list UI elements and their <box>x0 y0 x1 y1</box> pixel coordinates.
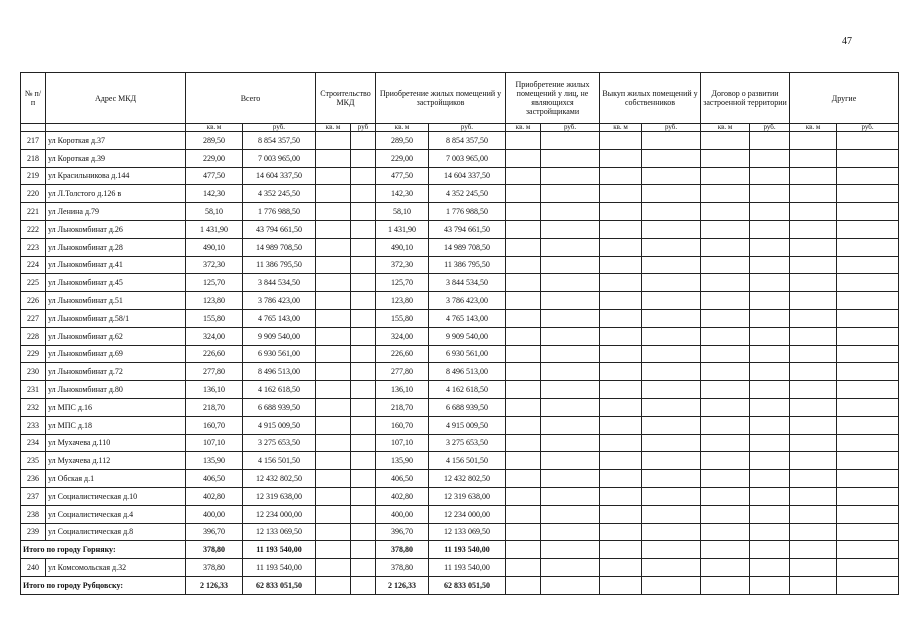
row-number: 218 <box>21 149 46 167</box>
row-sum: 12 319 638,00 <box>243 487 316 505</box>
row-area: 378,80 <box>186 559 243 577</box>
row-address: ул Мухачева д.112 <box>46 452 186 470</box>
row-area: 135,90 <box>186 452 243 470</box>
row-address: ул Короткая д.37 <box>46 132 186 150</box>
total-row-gornyak <box>21 541 899 559</box>
row-address: ул Социалистическая д.4 <box>46 505 186 523</box>
table-row <box>21 416 899 434</box>
row-number: 234 <box>21 434 46 452</box>
table-row <box>21 292 899 310</box>
col-purchase-dev-header: Приобретение жилых помещений у застройщиков <box>376 73 506 124</box>
row-number: 227 <box>21 309 46 327</box>
unit-rub: руб. <box>429 124 506 132</box>
col-total-header: Всего <box>186 73 316 124</box>
row-sum: 4 765 143,00 <box>243 309 316 327</box>
row-number: 222 <box>21 220 46 238</box>
row-number: 238 <box>21 505 46 523</box>
row-purchase-sum: 3 786 423,00 <box>429 292 506 310</box>
table-row <box>21 523 899 541</box>
row-number: 225 <box>21 274 46 292</box>
table-row <box>21 167 899 185</box>
row-area: 218,70 <box>186 398 243 416</box>
table-row <box>21 132 899 150</box>
row-purchase-area: 372,30 <box>376 256 429 274</box>
row-number: 217 <box>21 132 46 150</box>
row-purchase-sum: 8 854 357,50 <box>429 132 506 150</box>
row-purchase-sum: 4 352 245,50 <box>429 185 506 203</box>
row-purchase-area: 226,60 <box>376 345 429 363</box>
row-area: 136,10 <box>186 381 243 399</box>
total-sum: 62 833 051,50 <box>243 576 316 594</box>
row-purchase-area: 125,70 <box>376 274 429 292</box>
table-row <box>21 309 899 327</box>
table-row <box>21 149 899 167</box>
row-area: 400,00 <box>186 505 243 523</box>
row-address: ул Льнокомбинат д.72 <box>46 363 186 381</box>
row-sum: 1 776 988,50 <box>243 203 316 221</box>
row-address: ул Социалистическая д.10 <box>46 487 186 505</box>
row-purchase-area: 477,50 <box>376 167 429 185</box>
row-area: 289,50 <box>186 132 243 150</box>
total-purchase-area: 378,80 <box>376 541 429 559</box>
table-row <box>21 238 899 256</box>
row-number: 239 <box>21 523 46 541</box>
row-address: ул Льнокомбинат д.69 <box>46 345 186 363</box>
row-purchase-sum: 43 794 661,50 <box>429 220 506 238</box>
table-row <box>21 203 899 221</box>
table-row <box>21 487 899 505</box>
row-address: ул Комсомольская д.32 <box>46 559 186 577</box>
row-purchase-area: 324,00 <box>376 327 429 345</box>
row-number: 232 <box>21 398 46 416</box>
row-purchase-area: 229,00 <box>376 149 429 167</box>
row-area: 155,80 <box>186 309 243 327</box>
row-area: 1 431,90 <box>186 220 243 238</box>
row-area: 125,70 <box>186 274 243 292</box>
row-sum: 3 844 534,50 <box>243 274 316 292</box>
table-row <box>21 505 899 523</box>
row-purchase-area: 155,80 <box>376 309 429 327</box>
row-purchase-area: 1 431,90 <box>376 220 429 238</box>
table-row <box>21 398 899 416</box>
col-construction-header: Строительство МКД <box>316 73 376 124</box>
total-row-rubtsovsk <box>21 576 899 594</box>
table-row <box>21 559 899 577</box>
row-address: ул Льнокомбинат д.45 <box>46 274 186 292</box>
row-number: 240 <box>21 559 46 577</box>
row-purchase-sum: 11 386 795,50 <box>429 256 506 274</box>
row-sum: 11 386 795,50 <box>243 256 316 274</box>
row-purchase-area: 142,30 <box>376 185 429 203</box>
row-area: 324,00 <box>186 327 243 345</box>
row-purchase-area: 289,50 <box>376 132 429 150</box>
header-row <box>21 73 899 124</box>
row-purchase-area: 123,80 <box>376 292 429 310</box>
row-purchase-area: 136,10 <box>376 381 429 399</box>
row-address: ул Льнокомбинат д.62 <box>46 327 186 345</box>
total-purchase-area: 2 126,33 <box>376 576 429 594</box>
row-purchase-area: 160,70 <box>376 416 429 434</box>
row-purchase-sum: 12 133 069,50 <box>429 523 506 541</box>
total-sum: 11 193 540,00 <box>243 541 316 559</box>
row-purchase-area: 402,80 <box>376 487 429 505</box>
unit-rub: руб. <box>750 124 790 132</box>
row-number: 221 <box>21 203 46 221</box>
row-sum: 7 003 965,00 <box>243 149 316 167</box>
row-address: ул Обская д.1 <box>46 470 186 488</box>
row-number: 229 <box>21 345 46 363</box>
row-purchase-sum: 12 432 802,50 <box>429 470 506 488</box>
table-row <box>21 345 899 363</box>
row-area: 406,50 <box>186 470 243 488</box>
row-sum: 9 909 540,00 <box>243 327 316 345</box>
row-number: 230 <box>21 363 46 381</box>
row-sum: 12 234 000,00 <box>243 505 316 523</box>
page-number: 47 <box>842 36 852 47</box>
row-address: ул Мухачева д.110 <box>46 434 186 452</box>
table-row <box>21 274 899 292</box>
row-address: ул Льнокомбинат д.41 <box>46 256 186 274</box>
row-sum: 8 854 357,50 <box>243 132 316 150</box>
row-area: 402,80 <box>186 487 243 505</box>
unit-m2: кв. м <box>186 124 243 132</box>
table-row <box>21 185 899 203</box>
row-area: 58,10 <box>186 203 243 221</box>
row-number: 220 <box>21 185 46 203</box>
row-sum: 8 496 513,00 <box>243 363 316 381</box>
row-sum: 4 156 501,50 <box>243 452 316 470</box>
unit-rub: руб. <box>541 124 600 132</box>
row-address: ул Короткая д.39 <box>46 149 186 167</box>
row-number: 219 <box>21 167 46 185</box>
unit-rub: руб <box>351 124 376 132</box>
table-row <box>21 381 899 399</box>
row-number: 231 <box>21 381 46 399</box>
row-purchase-sum: 14 604 337,50 <box>429 167 506 185</box>
row-purchase-sum: 4 156 501,50 <box>429 452 506 470</box>
row-number: 224 <box>21 256 46 274</box>
unit-m2: кв. м <box>790 124 837 132</box>
table-row <box>21 256 899 274</box>
row-purchase-sum: 6 930 561,00 <box>429 345 506 363</box>
total-purchase-sum: 11 193 540,00 <box>429 541 506 559</box>
row-address: ул Л.Толстого д.126 в <box>46 185 186 203</box>
row-area: 277,80 <box>186 363 243 381</box>
row-purchase-area: 378,80 <box>376 559 429 577</box>
row-area: 160,70 <box>186 416 243 434</box>
row-address: ул Льнокомбинат д.58/1 <box>46 309 186 327</box>
row-sum: 14 604 337,50 <box>243 167 316 185</box>
unit-m2: кв. м <box>701 124 750 132</box>
row-sum: 3 275 653,50 <box>243 434 316 452</box>
unit-m2: кв. м <box>506 124 541 132</box>
row-address: ул МПС д.18 <box>46 416 186 434</box>
row-address: ул Социалистическая д.8 <box>46 523 186 541</box>
row-address: ул Льнокомбинат д.28 <box>46 238 186 256</box>
row-number: 228 <box>21 327 46 345</box>
row-sum: 14 989 708,50 <box>243 238 316 256</box>
row-address: ул Красильникова д.144 <box>46 167 186 185</box>
row-sum: 4 915 009,50 <box>243 416 316 434</box>
row-purchase-area: 135,90 <box>376 452 429 470</box>
col-other-header: Другие <box>790 73 899 124</box>
unit-rub: руб. <box>642 124 701 132</box>
row-purchase-area: 396,70 <box>376 523 429 541</box>
row-area: 226,60 <box>186 345 243 363</box>
row-sum: 4 352 245,50 <box>243 185 316 203</box>
col-agreement-header: Договор о развитии застроенной территории <box>701 73 790 124</box>
row-purchase-area: 406,50 <box>376 470 429 488</box>
row-purchase-area: 58,10 <box>376 203 429 221</box>
row-sum: 12 133 069,50 <box>243 523 316 541</box>
row-purchase-sum: 12 234 000,00 <box>429 505 506 523</box>
row-area: 396,70 <box>186 523 243 541</box>
row-sum: 12 432 802,50 <box>243 470 316 488</box>
row-area: 142,30 <box>186 185 243 203</box>
table-row <box>21 327 899 345</box>
row-address: ул Льнокомбинат д.51 <box>46 292 186 310</box>
col-address-header: Адрес МКД <box>46 73 186 124</box>
row-sum: 43 794 661,50 <box>243 220 316 238</box>
row-purchase-sum: 7 003 965,00 <box>429 149 506 167</box>
total-label: Итого по городу Рубцовску: <box>21 576 186 594</box>
row-purchase-sum: 4 162 618,50 <box>429 381 506 399</box>
row-address: ул Льнокомбинат д.80 <box>46 381 186 399</box>
row-area: 490,10 <box>186 238 243 256</box>
row-purchase-area: 400,00 <box>376 505 429 523</box>
table-row <box>21 452 899 470</box>
total-purchase-sum: 62 833 051,50 <box>429 576 506 594</box>
row-purchase-sum: 1 776 988,50 <box>429 203 506 221</box>
row-purchase-sum: 12 319 638,00 <box>429 487 506 505</box>
row-number: 223 <box>21 238 46 256</box>
row-number: 226 <box>21 292 46 310</box>
row-area: 372,30 <box>186 256 243 274</box>
table-row <box>21 434 899 452</box>
row-purchase-sum: 14 989 708,50 <box>429 238 506 256</box>
row-area: 477,50 <box>186 167 243 185</box>
table-row <box>21 363 899 381</box>
row-purchase-area: 490,10 <box>376 238 429 256</box>
row-purchase-area: 107,10 <box>376 434 429 452</box>
row-address: ул Ленина д.79 <box>46 203 186 221</box>
row-purchase-sum: 6 688 939,50 <box>429 398 506 416</box>
unit-m2: кв. м <box>316 124 351 132</box>
row-sum: 6 930 561,00 <box>243 345 316 363</box>
row-sum: 3 786 423,00 <box>243 292 316 310</box>
row-purchase-sum: 11 193 540,00 <box>429 559 506 577</box>
row-purchase-sum: 4 915 009,50 <box>429 416 506 434</box>
row-area: 123,80 <box>186 292 243 310</box>
total-area: 378,80 <box>186 541 243 559</box>
row-number: 233 <box>21 416 46 434</box>
row-purchase-sum: 9 909 540,00 <box>429 327 506 345</box>
table-row <box>21 220 899 238</box>
resettlement-table <box>20 72 899 595</box>
unit-rub: руб. <box>837 124 899 132</box>
row-purchase-sum: 8 496 513,00 <box>429 363 506 381</box>
total-label: Итого по городу Горняку: <box>21 541 186 559</box>
col-purchase-nondev-header: Приобретение жилых помещений у лиц, не являющихся застройщиками <box>506 73 600 124</box>
row-purchase-sum: 3 844 534,50 <box>429 274 506 292</box>
row-purchase-sum: 3 275 653,50 <box>429 434 506 452</box>
col-buyout-header: Выкуп жилых помещений у собственников <box>600 73 701 124</box>
total-area: 2 126,33 <box>186 576 243 594</box>
row-number: 235 <box>21 452 46 470</box>
row-address: ул Льнокомбинат д.26 <box>46 220 186 238</box>
col-num-header: № п/п <box>21 73 46 124</box>
subheader-row <box>21 124 899 132</box>
row-purchase-sum: 4 765 143,00 <box>429 309 506 327</box>
row-purchase-area: 218,70 <box>376 398 429 416</box>
row-area: 229,00 <box>186 149 243 167</box>
table-row <box>21 470 899 488</box>
row-sum: 4 162 618,50 <box>243 381 316 399</box>
row-number: 236 <box>21 470 46 488</box>
row-number: 237 <box>21 487 46 505</box>
row-purchase-area: 277,80 <box>376 363 429 381</box>
unit-rub: руб. <box>243 124 316 132</box>
row-address: ул МПС д.16 <box>46 398 186 416</box>
unit-m2: кв. м <box>376 124 429 132</box>
row-sum: 6 688 939,50 <box>243 398 316 416</box>
table-body <box>21 132 899 595</box>
row-sum: 11 193 540,00 <box>243 559 316 577</box>
unit-m2: кв. м <box>600 124 642 132</box>
row-area: 107,10 <box>186 434 243 452</box>
